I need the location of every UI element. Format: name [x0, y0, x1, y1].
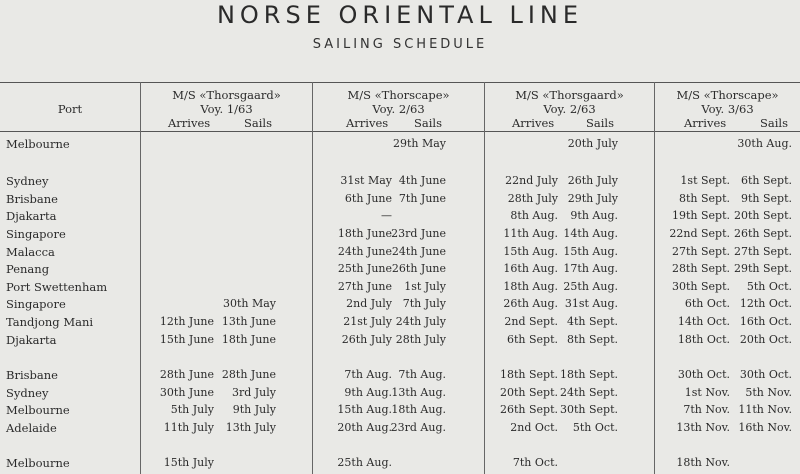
sails-date: 20th Oct. — [739, 333, 792, 346]
arrives-date: 31st May — [340, 174, 392, 187]
arrives-header: Arrives — [168, 116, 211, 130]
voyage-number: Voy. 1/63 — [200, 102, 253, 116]
arrives-date: 2nd July — [346, 297, 392, 310]
sails-date: 3rd July — [231, 386, 276, 399]
arrives-date: 11th July — [163, 421, 214, 434]
column-divider — [140, 82, 141, 474]
arrives-date: 15th July — [163, 456, 214, 469]
sails-date: 25th Aug. — [563, 280, 618, 293]
column-divider — [654, 82, 655, 474]
arrives-date: 15th Aug. — [503, 245, 558, 258]
port-name: Brisbane — [6, 192, 58, 206]
ship-name: M/S «Thorscape» — [347, 88, 450, 102]
sails-date: 9th Aug. — [570, 209, 618, 222]
sails-date: 20th Sept. — [733, 209, 792, 222]
arrives-date: 18th Sept. — [499, 368, 558, 381]
sails-date: 7th Aug. — [398, 368, 446, 381]
sails-date: 9th Sept. — [740, 192, 792, 205]
port-name: Adelaide — [6, 421, 57, 435]
arrives-date: 27th Sept. — [671, 245, 730, 258]
arrives-date: 22nd Sept. — [669, 227, 730, 240]
voyage-number: Voy. 3/63 — [701, 102, 754, 116]
port-name: Melbourne — [6, 137, 70, 151]
arrives-date: 12th June — [159, 315, 214, 328]
sails-date: 26th Sept. — [733, 227, 792, 240]
sails-date: 16th Oct. — [739, 315, 792, 328]
sails-date: 16th Nov. — [738, 421, 792, 434]
port-name: Sydney — [6, 174, 49, 188]
sails-date: 12th Oct. — [739, 297, 792, 310]
sails-date: 1st July — [404, 280, 446, 293]
arrives-date: 25th Aug. — [337, 456, 392, 469]
arrives-date: 6th June — [344, 192, 392, 205]
sails-date: 31st Aug. — [564, 297, 618, 310]
arrives-date: 30th June — [159, 386, 214, 399]
sails-date: 26th July — [567, 174, 618, 187]
arrives-date: 22nd July — [505, 174, 558, 187]
ship-name: M/S «Thorsgaard» — [515, 88, 624, 102]
column-divider — [312, 82, 313, 474]
sails-date: 29th May — [392, 137, 446, 150]
arrives-date: 16th Aug. — [503, 262, 558, 275]
arrives-header: Arrives — [346, 116, 389, 130]
arrives-date: 30th Sept. — [671, 280, 730, 293]
sails-date: 23rd June — [391, 227, 446, 240]
sails-date: 27th Sept. — [733, 245, 792, 258]
sails-date: 15th Aug. — [563, 245, 618, 258]
voyage-header — [485, 88, 654, 116]
port-name: Melbourne — [6, 403, 70, 417]
arrives-date: 18th Oct. — [677, 333, 730, 346]
sails-header: Sails — [760, 116, 788, 130]
arrives-date: 1st Sept. — [680, 174, 730, 187]
arrives-date: 8th Sept. — [678, 192, 730, 205]
sails-date: 17th Aug. — [563, 262, 618, 275]
voyage-header — [313, 88, 484, 116]
column-divider — [484, 82, 485, 474]
arrives-date: 5th July — [170, 403, 214, 416]
port-name: Brisbane — [6, 368, 58, 382]
page-subtitle: SAILING SCHEDULE — [312, 37, 488, 52]
port-name: Malacca — [6, 245, 55, 259]
arrives-date: 14th Oct. — [677, 315, 730, 328]
sails-date: 20th July — [567, 137, 618, 150]
arrives-date: 7th Aug. — [344, 368, 392, 381]
voyage-number: Voy. 2/63 — [543, 102, 596, 116]
arrives-header: Arrives — [512, 116, 555, 130]
page-title: NORSE ORIENTAL LINE — [216, 1, 584, 29]
sails-date: 6th Sept. — [740, 174, 792, 187]
sails-date: 24th June — [391, 245, 446, 258]
arrives-date: 28th Sept. — [671, 262, 730, 275]
port-name: Singapore — [6, 297, 66, 311]
arrives-date: 18th Aug. — [503, 280, 558, 293]
ship-name: M/S «Thorsgaard» — [172, 88, 281, 102]
voyage-number: Voy. 2/63 — [372, 102, 425, 116]
arrives-date: 20th Aug. — [337, 421, 392, 434]
port-name: Melbourne — [6, 456, 70, 470]
port-name: Djakarta — [6, 209, 57, 223]
sails-date: 5th Oct. — [572, 421, 618, 434]
arrives-date: 26th July — [341, 333, 392, 346]
sails-date: 18th June — [221, 333, 276, 346]
sails-header: Sails — [586, 116, 614, 130]
sails-date: 28th June — [221, 368, 276, 381]
schedule-table — [0, 82, 800, 474]
sails-date: 29th Sept. — [733, 262, 792, 275]
arrives-date: 26th Aug. — [503, 297, 558, 310]
arrives-date: 18th Nov. — [676, 456, 730, 469]
sails-date: 26th June — [391, 262, 446, 275]
arrives-date: 21st July — [343, 315, 392, 328]
arrives-date: 19th Sept. — [671, 209, 730, 222]
arrives-date: 15th June — [159, 333, 214, 346]
sails-date: 13th June — [221, 315, 276, 328]
arrives-date: 28th June — [159, 368, 214, 381]
sails-date: 29th July — [567, 192, 618, 205]
sails-date: 18th Sept. — [559, 368, 618, 381]
sails-date: 7th June — [398, 192, 446, 205]
arrives-date: 8th Aug. — [510, 209, 558, 222]
port-name: Djakarta — [6, 333, 57, 347]
sails-date: 5th Nov. — [745, 386, 792, 399]
table-top-rule — [0, 82, 800, 83]
sails-date: 5th Oct. — [746, 280, 792, 293]
sails-header: Sails — [244, 116, 272, 130]
sails-header: Sails — [414, 116, 442, 130]
sails-date: 7th July — [402, 297, 446, 310]
ship-name: M/S «Thorscape» — [676, 88, 779, 102]
sails-date: 24th July — [395, 315, 446, 328]
sails-date: 9th July — [232, 403, 276, 416]
arrives-date: 9th Aug. — [344, 386, 392, 399]
sails-date: 11th Nov. — [738, 403, 792, 416]
arrives-date: 20th Sept. — [499, 386, 558, 399]
arrives-date: 7th Nov. — [683, 403, 730, 416]
arrives-date: 15th Aug. — [337, 403, 392, 416]
arrives-date: — — [381, 209, 392, 222]
sails-date: 30th Sept. — [559, 403, 618, 416]
sails-date: 30th May — [222, 297, 276, 310]
port-name: Penang — [6, 262, 50, 276]
arrives-date: 1st Nov. — [684, 386, 730, 399]
sails-date: 14th Aug. — [563, 227, 618, 240]
sails-date: 30th Aug. — [737, 137, 792, 150]
arrives-header: Arrives — [684, 116, 727, 130]
sails-date: 23rd Aug. — [390, 421, 446, 434]
arrives-date: 24th June — [337, 245, 392, 258]
sails-date: 13th Aug. — [391, 386, 446, 399]
sails-date: 4th June — [398, 174, 446, 187]
port-name: Port Swettenham — [6, 280, 108, 294]
port-column-header: Port — [57, 102, 83, 116]
sails-date: 18th Aug. — [391, 403, 446, 416]
arrives-date: 11th Aug. — [503, 227, 558, 240]
sails-date: 8th Sept. — [566, 333, 618, 346]
arrives-date: 25th June — [337, 262, 392, 275]
sails-date: 4th Sept. — [566, 315, 618, 328]
sails-date: 28th July — [395, 333, 446, 346]
sails-date: 30th Oct. — [739, 368, 792, 381]
table-header-rule — [0, 131, 800, 132]
arrives-date: 13th Nov. — [676, 421, 730, 434]
voyage-header — [655, 88, 800, 116]
arrives-date: 6th Sept. — [506, 333, 558, 346]
sails-date: 13th July — [225, 421, 276, 434]
arrives-date: 7th Oct. — [512, 456, 558, 469]
arrives-date: 6th Oct. — [684, 297, 730, 310]
arrives-date: 30th Oct. — [677, 368, 730, 381]
arrives-date: 26th Sept. — [499, 403, 558, 416]
port-name: Singapore — [6, 227, 66, 241]
arrives-date: 2nd Oct. — [510, 421, 558, 434]
arrives-date: 2nd Sept. — [504, 315, 558, 328]
voyage-header — [141, 88, 312, 116]
port-name: Sydney — [6, 386, 49, 400]
arrives-date: 18th June — [337, 227, 392, 240]
sails-date: 24th Sept. — [559, 386, 618, 399]
arrives-date: 28th July — [507, 192, 558, 205]
arrives-date: 27th June — [337, 280, 392, 293]
port-name: Tandjong Mani — [6, 315, 94, 329]
